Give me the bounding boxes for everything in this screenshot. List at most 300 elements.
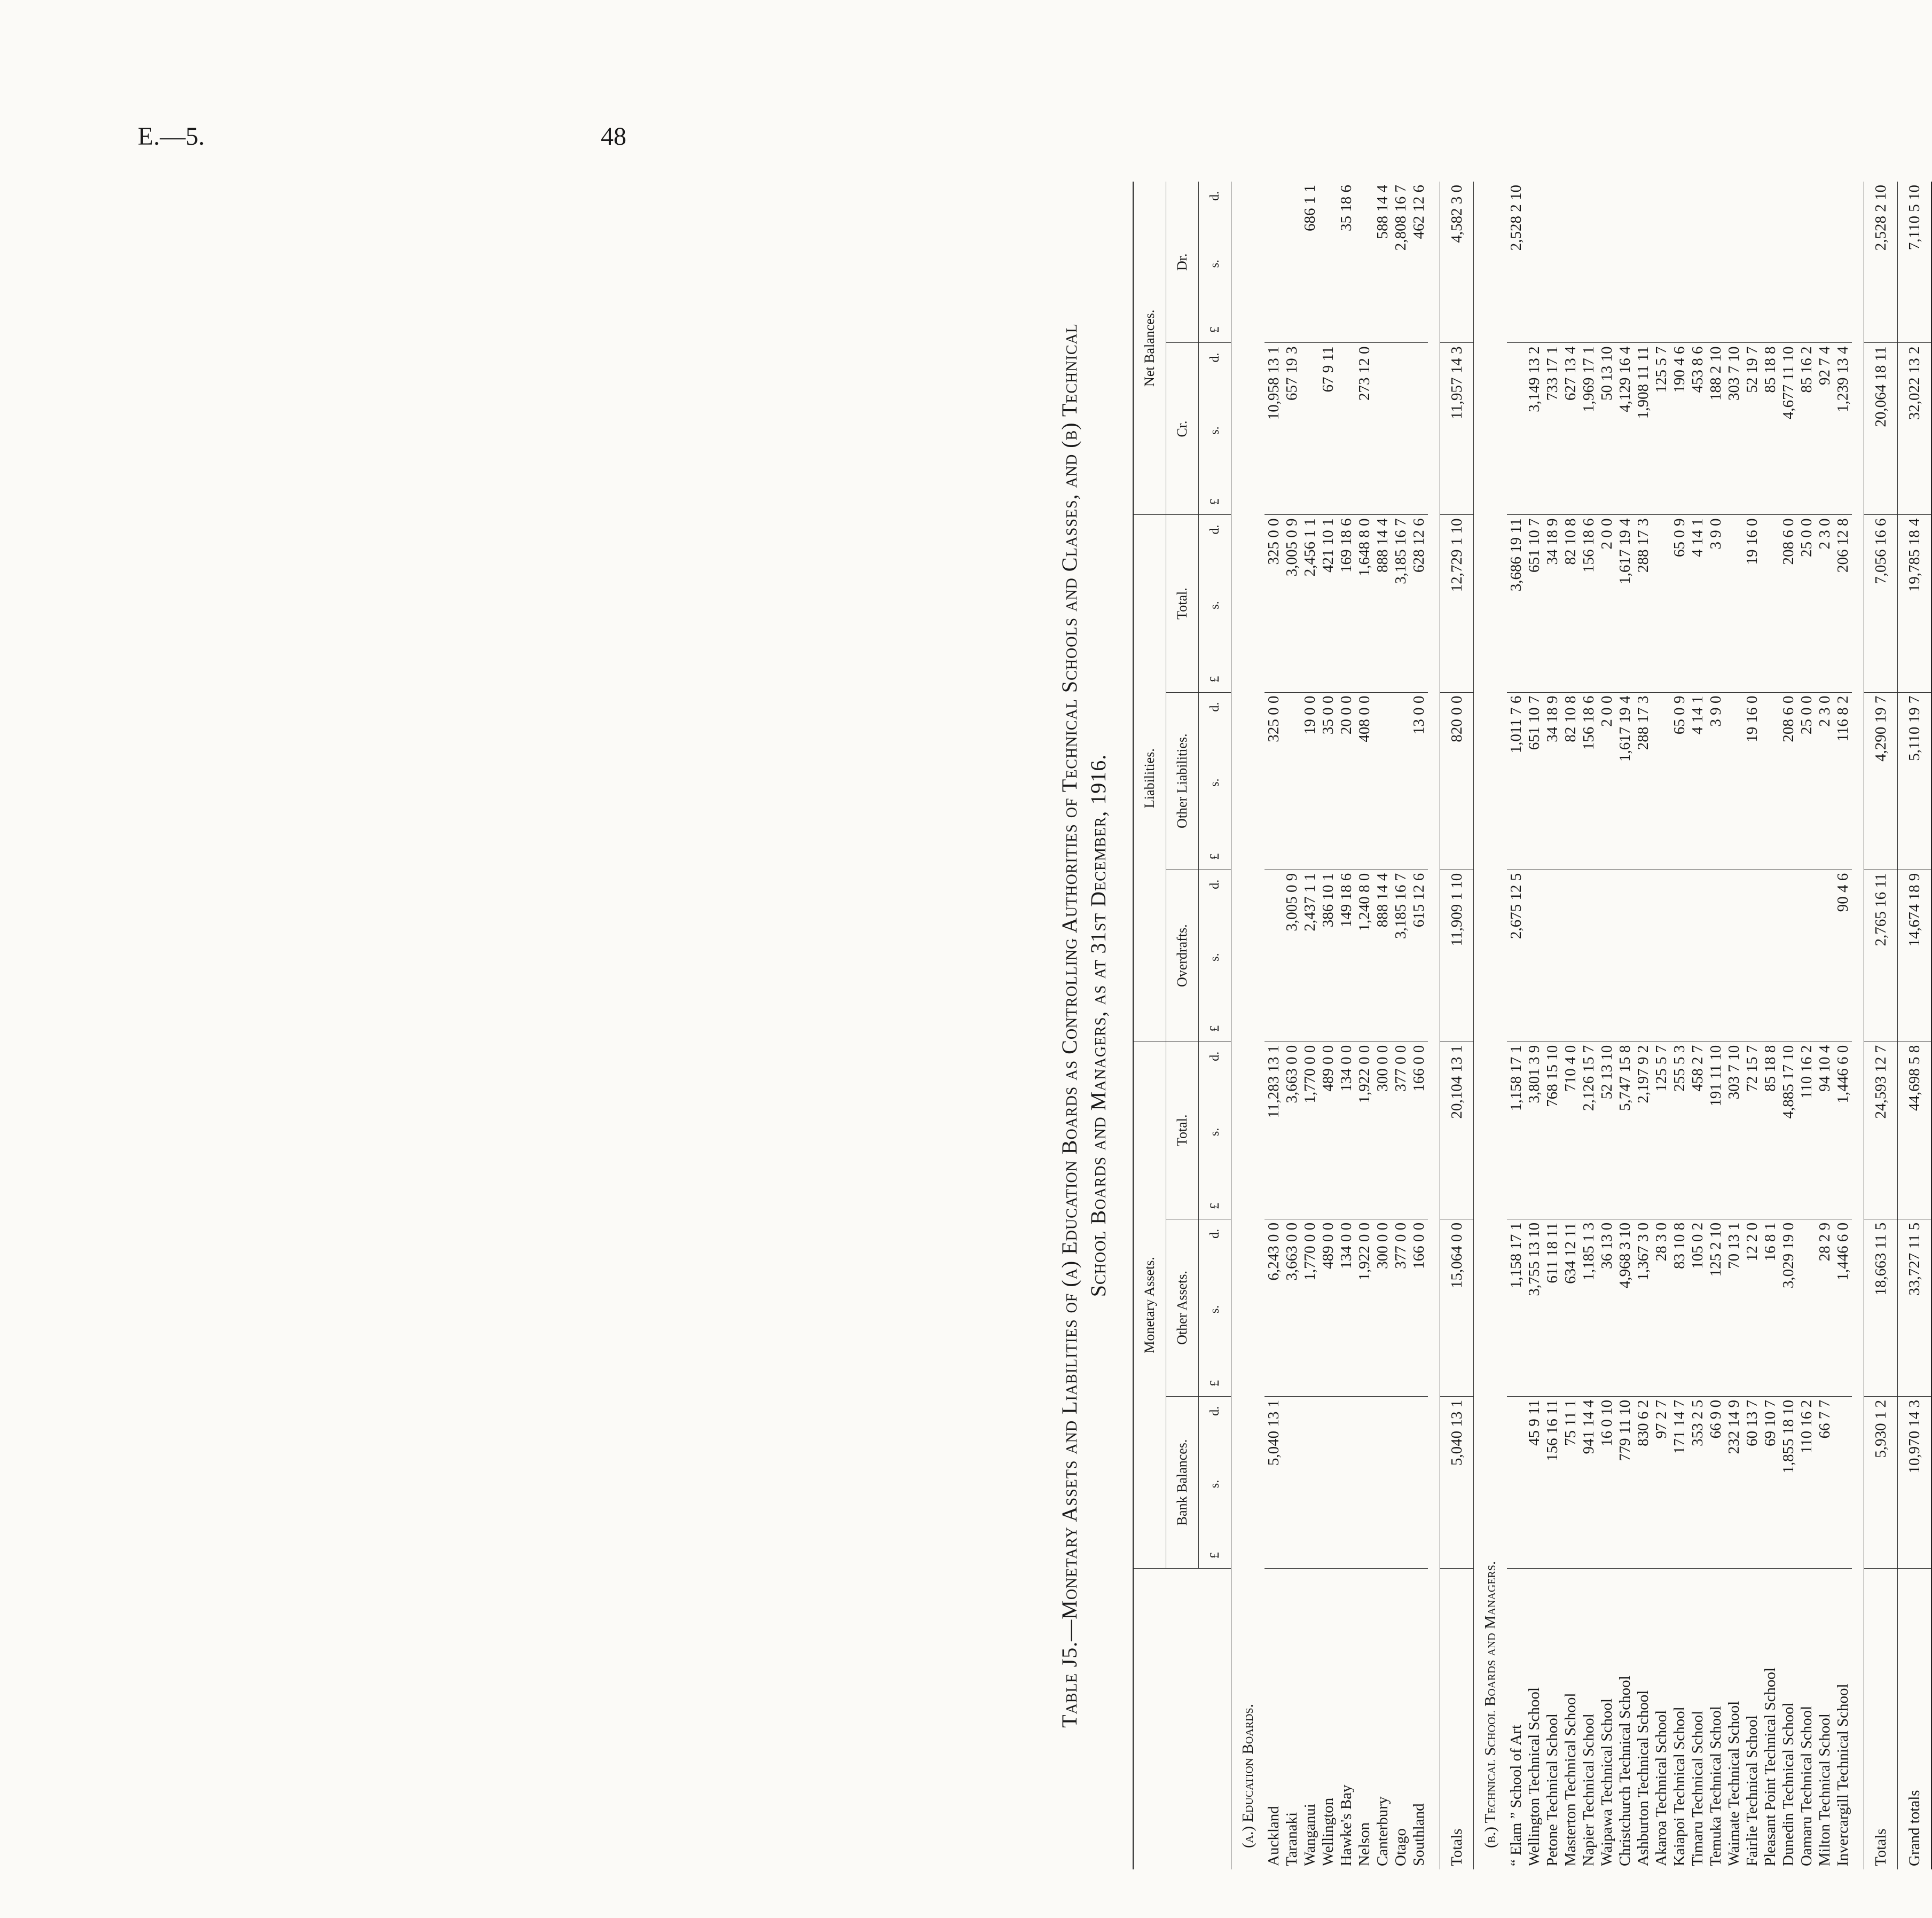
cell-total-assets: 2,197 9 2 (1634, 1042, 1652, 1219)
cell-other-assets (1797, 1219, 1816, 1396)
cell-net-debit (1816, 182, 1834, 343)
currency-units (1199, 692, 1231, 870)
cell-other-liabilities (1283, 692, 1301, 870)
spacer-row (1852, 182, 1864, 1869)
unit-shilling: s. (1207, 1479, 1222, 1489)
cell-bank-balances (1319, 1396, 1337, 1568)
cell-bank-balances: 5,930 1 2 (1864, 1396, 1898, 1568)
cell-total-assets: 303 7 10 (1725, 1042, 1743, 1219)
cell-total-liabilities: 7,056 16 6 (1864, 515, 1898, 692)
cell-other-assets: 1,446 6 0 (1834, 1219, 1852, 1396)
cell-bank-balances (1507, 1396, 1525, 1568)
cell-bank-balances: 830 6 2 (1634, 1396, 1652, 1568)
cell-other-liabilities: 651 10 7 (1525, 692, 1543, 870)
cell-net-credit: 3,149 13 2 (1525, 343, 1543, 515)
currency-units (1199, 1396, 1231, 1568)
caption-line-1: Table J5.—Monetary Assets and Liabilities of (a) Education Boards as Controlling Authorities of Technical Schools and Classes, and (b) Technical (1057, 323, 1081, 1728)
cell-total-liabilities: 208 6 0 (1779, 515, 1797, 692)
page-number: 48 (601, 122, 626, 151)
currency-units (1199, 870, 1231, 1042)
totals-row (1864, 182, 1898, 1869)
cell-other-liabilities (1725, 692, 1743, 870)
section-title: (b.) Technical School Boards and Managers. (1481, 1561, 1499, 1848)
row-label: Napier Technical School (1580, 1713, 1597, 1866)
table-row (1652, 182, 1670, 1869)
cell-other-assets: 3,755 13 10 (1525, 1219, 1543, 1396)
cell-net-debit (1634, 182, 1652, 343)
cell-bank-balances: 232 14 9 (1725, 1396, 1743, 1568)
cell-bank-balances: 5,040 13 1 (1440, 1396, 1474, 1568)
cell-total-assets: 377 0 0 (1392, 1042, 1410, 1219)
table-row (1337, 182, 1355, 1869)
cell-bank-balances (1373, 1396, 1392, 1568)
table-row (1688, 182, 1707, 1869)
cell-overdrafts (1265, 870, 1283, 1042)
row-label: Waipawa Technical School (1598, 1698, 1615, 1866)
cell-net-debit (1598, 182, 1616, 343)
table-row (1355, 182, 1373, 1869)
cell-total-liabilities: 651 10 7 (1525, 515, 1543, 692)
table-row (1616, 182, 1634, 1869)
spacer-cell (1428, 182, 1440, 1869)
currency-units (1199, 1219, 1231, 1396)
cell-net-credit: 92 7 4 (1816, 343, 1834, 515)
cell-other-assets: 83 10 8 (1670, 1219, 1688, 1396)
caption-line-2: School Boards and Managers, as at 31st December, 1916. (1086, 754, 1110, 1297)
cell-overdrafts (1580, 870, 1598, 1042)
cell-other-liabilities (1392, 692, 1410, 870)
currency-units (1199, 1042, 1231, 1219)
cell-other-liabilities (1373, 692, 1392, 870)
cell-overdrafts (1797, 870, 1816, 1042)
cell-other-liabilities: 19 16 0 (1743, 692, 1761, 870)
cell-net-credit: 125 5 7 (1652, 343, 1670, 515)
group-monetary-assets: Monetary Assets. (1133, 1042, 1166, 1568)
cell-net-credit: 453 8 6 (1688, 343, 1707, 515)
cell-bank-balances: 66 7 7 (1816, 1396, 1834, 1568)
cell-total-liabilities: 2,456 1 1 (1301, 515, 1319, 692)
cell-net-debit (1265, 182, 1283, 343)
cell-net-debit (1725, 182, 1743, 343)
cell-other-assets: 125 2 10 (1707, 1219, 1725, 1396)
cell-other-liabilities: 3 9 0 (1707, 692, 1725, 870)
cell-bank-balances: 171 14 7 (1670, 1396, 1688, 1568)
table-row (1580, 182, 1598, 1869)
row-label: Totals (1440, 1568, 1474, 1869)
cell-bank-balances: 45 9 11 (1525, 1396, 1543, 1568)
cell-total-assets: 710 4 0 (1561, 1042, 1580, 1219)
cell-other-assets: 16 8 1 (1761, 1219, 1779, 1396)
cell-total-liabilities: 2 3 0 (1816, 515, 1834, 692)
unit-pound: £ (1207, 676, 1222, 683)
cell-overdrafts: 14,674 18 9 (1898, 870, 1932, 1042)
cell-bank-balances: 75 11 1 (1561, 1396, 1580, 1568)
cell-bank-balances: 779 11 10 (1616, 1396, 1634, 1568)
cell-net-credit: 4,129 16 4 (1616, 343, 1634, 515)
cell-net-debit (1543, 182, 1561, 343)
col-credit: Cr. (1166, 343, 1199, 515)
table-head (1133, 182, 1231, 1869)
unit-shilling: s. (1207, 1128, 1222, 1136)
unit-pound: £ (1207, 1380, 1222, 1387)
cell-net-credit (1301, 343, 1319, 515)
cell-net-debit (1707, 182, 1725, 343)
cell-bank-balances: 66 9 0 (1707, 1396, 1725, 1568)
cell-net-credit: 11,957 14 3 (1440, 343, 1474, 515)
unit-pound: £ (1207, 1025, 1222, 1032)
col-other-liabilities: Other Liabilities. (1166, 692, 1199, 870)
table-row (1834, 182, 1852, 1869)
cell-total-liabilities: 25 0 0 (1797, 515, 1816, 692)
cell-total-assets: 94 10 4 (1816, 1042, 1834, 1219)
cell-total-liabilities: 325 0 0 (1265, 515, 1283, 692)
cell-bank-balances (1392, 1396, 1410, 1568)
cell-net-debit (1797, 182, 1816, 343)
grand-totals-row (1898, 182, 1932, 1869)
cell-bank-balances: 60 13 7 (1743, 1396, 1761, 1568)
cell-overdrafts: 149 18 6 (1337, 870, 1355, 1042)
cell-net-debit (1561, 182, 1580, 343)
cell-total-liabilities: 3,686 19 11 (1507, 515, 1525, 692)
cell-total-liabilities: 288 17 3 (1634, 515, 1652, 692)
cell-total-liabilities: 3 9 0 (1707, 515, 1725, 692)
cell-net-debit: 4,582 3 0 (1440, 182, 1474, 343)
cell-net-debit (1761, 182, 1779, 343)
cell-net-credit: 733 17 1 (1543, 343, 1561, 515)
cell-other-liabilities (1652, 692, 1670, 870)
cell-other-liabilities: 288 17 3 (1634, 692, 1652, 870)
cell-net-debit: 462 12 6 (1410, 182, 1428, 343)
cell-other-assets: 166 0 0 (1410, 1219, 1428, 1396)
cell-other-liabilities: 5,110 19 7 (1898, 692, 1932, 870)
cell-total-liabilities: 65 0 9 (1670, 515, 1688, 692)
cell-overdrafts (1634, 870, 1652, 1042)
cell-overdrafts (1652, 870, 1670, 1042)
unit-pound: £ (1207, 498, 1222, 505)
table-body (1231, 182, 1932, 1869)
cell-other-liabilities: 2 0 0 (1598, 692, 1616, 870)
cell-overdrafts (1688, 870, 1707, 1042)
cell-total-liabilities: 19,785 18 4 (1898, 515, 1932, 692)
row-label: Fairlie Technical School (1743, 1715, 1761, 1866)
cell-other-liabilities (1761, 692, 1779, 870)
cell-net-debit (1525, 182, 1543, 343)
cell-overdrafts (1598, 870, 1616, 1042)
cell-other-liabilities: 20 0 0 (1337, 692, 1355, 870)
cell-bank-balances: 69 10 7 (1761, 1396, 1779, 1568)
col-total-liabilities: Total. (1166, 515, 1199, 692)
table-row (1392, 182, 1410, 1869)
cell-net-credit: 1,239 13 4 (1834, 343, 1852, 515)
cell-total-liabilities: 19 16 0 (1743, 515, 1761, 692)
cell-total-liabilities (1761, 515, 1779, 692)
row-label: “ Elam ” School of Art (1507, 1725, 1525, 1866)
cell-bank-balances: 16 0 10 (1598, 1396, 1616, 1568)
cell-total-liabilities: 169 18 6 (1337, 515, 1355, 692)
cell-total-assets: 255 5 3 (1670, 1042, 1688, 1219)
cell-total-assets: 24,593 12 7 (1864, 1042, 1898, 1219)
cell-net-debit: 2,528 2 10 (1507, 182, 1525, 343)
cell-overdrafts (1561, 870, 1580, 1042)
cell-overdrafts (1525, 870, 1543, 1042)
cell-other-assets: 634 12 11 (1561, 1219, 1580, 1396)
cell-total-assets: 3,801 3 9 (1525, 1042, 1543, 1219)
cell-other-assets: 1,158 17 1 (1507, 1219, 1525, 1396)
cell-bank-balances: 353 2 5 (1688, 1396, 1707, 1568)
cell-overdrafts: 2,437 1 1 (1301, 870, 1319, 1042)
cell-overdrafts: 3,185 16 7 (1392, 870, 1410, 1042)
label-column-head (1133, 1568, 1231, 1869)
cell-overdrafts (1816, 870, 1834, 1042)
unit-shilling: s. (1207, 260, 1222, 268)
row-label: Dunedin Technical School (1779, 1702, 1797, 1866)
table-row (1816, 182, 1834, 1869)
unit-shilling: s. (1207, 778, 1222, 787)
cell-other-assets: 105 0 2 (1688, 1219, 1707, 1396)
table-row (1761, 182, 1779, 1869)
unit-pence: d. (1207, 1051, 1222, 1061)
row-label: Auckland (1265, 1806, 1282, 1866)
cell-total-assets: 11,283 13 1 (1265, 1042, 1283, 1219)
cell-net-credit: 20,064 18 11 (1864, 343, 1898, 515)
cell-other-assets: 134 0 0 (1337, 1219, 1355, 1396)
cell-other-assets: 3,029 19 0 (1779, 1219, 1797, 1396)
unit-pound: £ (1207, 1552, 1222, 1559)
cell-other-liabilities: 65 0 9 (1670, 692, 1688, 870)
cell-net-debit (1616, 182, 1634, 343)
cell-bank-balances (1337, 1396, 1355, 1568)
cell-other-liabilities: 4 14 1 (1688, 692, 1707, 870)
cell-bank-balances (1301, 1396, 1319, 1568)
cell-bank-balances: 5,040 13 1 (1265, 1396, 1283, 1568)
cell-total-liabilities: 888 14 4 (1373, 515, 1392, 692)
cell-other-assets: 377 0 0 (1392, 1219, 1410, 1396)
cell-other-liabilities: 25 0 0 (1797, 692, 1816, 870)
unit-pound: £ (1207, 1202, 1222, 1209)
table-row (1598, 182, 1616, 1869)
row-label: Nelson (1355, 1822, 1373, 1866)
col-bank-balances: Bank Balances. (1166, 1396, 1199, 1568)
cell-other-assets: 3,663 0 0 (1283, 1219, 1301, 1396)
row-label: Wanganui (1301, 1804, 1318, 1866)
cell-other-assets: 300 0 0 (1373, 1219, 1392, 1396)
cell-overdrafts (1707, 870, 1725, 1042)
cell-other-assets: 28 2 9 (1816, 1219, 1834, 1396)
table-row (1797, 182, 1816, 1869)
row-label: Taranaki (1283, 1812, 1300, 1866)
unit-pence: d. (1207, 353, 1222, 363)
cell-other-assets: 1,922 0 0 (1355, 1219, 1373, 1396)
table-row (1707, 182, 1725, 1869)
cell-other-liabilities: 116 8 2 (1834, 692, 1852, 870)
cell-net-debit (1580, 182, 1598, 343)
cell-net-credit: 188 2 10 (1707, 343, 1725, 515)
cell-total-liabilities: 12,729 1 10 (1440, 515, 1474, 692)
cell-total-assets: 44,698 5 8 (1898, 1042, 1932, 1219)
cell-net-credit: 52 19 7 (1743, 343, 1761, 515)
cell-other-assets: 6,243 0 0 (1265, 1219, 1283, 1396)
table-row (1373, 182, 1392, 1869)
rotated-table-region (1050, 182, 1923, 1869)
cell-other-liabilities: 2 3 0 (1816, 692, 1834, 870)
cell-total-assets: 20,104 13 1 (1440, 1042, 1474, 1219)
cell-overdrafts (1725, 870, 1743, 1042)
cell-net-debit: 2,528 2 10 (1864, 182, 1898, 343)
cell-net-credit: 1,908 11 11 (1634, 343, 1652, 515)
cell-net-credit: 273 12 0 (1355, 343, 1373, 515)
unit-pence: d. (1207, 702, 1222, 712)
cell-bank-balances (1283, 1396, 1301, 1568)
cell-other-assets: 33,727 11 5 (1898, 1219, 1932, 1396)
cell-other-liabilities: 13 0 0 (1410, 692, 1428, 870)
cell-net-debit (1688, 182, 1707, 343)
cell-net-credit: 32,022 13 2 (1898, 343, 1932, 515)
cell-total-liabilities: 156 18 6 (1580, 515, 1598, 692)
cell-other-assets: 611 18 11 (1543, 1219, 1561, 1396)
cell-net-debit: 35 18 6 (1337, 182, 1355, 343)
cell-overdrafts: 2,675 12 5 (1507, 870, 1525, 1042)
cell-other-assets: 70 13 1 (1725, 1219, 1743, 1396)
section-title: (a.) Education Boards. (1239, 1704, 1256, 1848)
cell-total-liabilities: 3,005 0 9 (1283, 515, 1301, 692)
cell-other-liabilities: 34 18 9 (1543, 692, 1561, 870)
cell-net-debit (1652, 182, 1670, 343)
row-label: Pleasant Point Technical School (1761, 1668, 1779, 1866)
cell-other-assets: 4,968 3 10 (1616, 1219, 1634, 1396)
unit-shilling: s. (1207, 601, 1222, 609)
cell-other-liabilities: 208 6 0 (1779, 692, 1797, 870)
table-row (1634, 182, 1652, 1869)
cell-net-debit (1319, 182, 1337, 343)
cell-total-assets: 768 15 10 (1543, 1042, 1561, 1219)
cell-total-assets: 134 0 0 (1337, 1042, 1355, 1219)
cell-other-assets: 1,367 3 0 (1634, 1219, 1652, 1396)
cell-overdrafts: 615 12 6 (1410, 870, 1428, 1042)
cell-total-liabilities (1652, 515, 1670, 692)
cell-net-credit: 67 9 11 (1319, 343, 1337, 515)
cell-other-assets: 1,185 1 3 (1580, 1219, 1598, 1396)
cell-other-liabilities: 19 0 0 (1301, 692, 1319, 870)
cell-total-assets: 72 15 7 (1743, 1042, 1761, 1219)
cell-total-assets: 1,446 6 0 (1834, 1042, 1852, 1219)
row-label: Ashburton Technical School (1634, 1690, 1652, 1866)
cell-net-credit: 4,677 11 10 (1779, 343, 1797, 515)
row-label: Totals (1864, 1568, 1898, 1869)
cell-other-liabilities: 408 0 0 (1355, 692, 1373, 870)
cell-other-liabilities: 82 10 8 (1561, 692, 1580, 870)
cell-total-liabilities: 206 12 8 (1834, 515, 1852, 692)
row-label: Canterbury (1373, 1796, 1391, 1866)
cell-other-liabilities: 1,617 19 4 (1616, 692, 1634, 870)
cell-net-credit (1507, 343, 1525, 515)
cell-net-credit: 1,969 17 1 (1580, 343, 1598, 515)
cell-overdrafts: 11,909 1 10 (1440, 870, 1474, 1042)
cell-other-assets: 489 0 0 (1319, 1219, 1337, 1396)
cell-net-credit: 190 4 6 (1670, 343, 1688, 515)
section-heading-row (1231, 182, 1265, 1869)
cell-other-assets: 28 3 0 (1652, 1219, 1670, 1396)
table-row (1265, 182, 1283, 1869)
cell-net-debit (1355, 182, 1373, 343)
cell-overdrafts: 888 14 4 (1373, 870, 1392, 1042)
row-label: Waimate Technical School (1725, 1701, 1742, 1866)
row-label: Masterton Technical School (1561, 1693, 1579, 1866)
unit-pence: d. (1207, 191, 1222, 201)
table-row (1301, 182, 1319, 1869)
cell-total-liabilities: 421 10 1 (1319, 515, 1337, 692)
cell-net-credit: 303 7 10 (1725, 343, 1743, 515)
row-label: Akaroa Technical School (1652, 1710, 1670, 1866)
cell-bank-balances: 156 16 11 (1543, 1396, 1561, 1568)
unit-pence: d. (1207, 524, 1222, 535)
cell-total-assets: 489 0 0 (1319, 1042, 1337, 1219)
cell-net-credit: 10,958 13 1 (1265, 343, 1283, 515)
table-row (1779, 182, 1797, 1869)
cell-net-credit: 627 13 4 (1561, 343, 1580, 515)
cell-net-credit (1392, 343, 1410, 515)
cell-net-credit: 85 18 8 (1761, 343, 1779, 515)
group-liabilities: Liabilities. (1133, 515, 1166, 1042)
cell-total-liabilities: 1,648 8 0 (1355, 515, 1373, 692)
cell-net-credit (1337, 343, 1355, 515)
cell-total-liabilities: 82 10 8 (1561, 515, 1580, 692)
cell-bank-balances: 110 16 2 (1797, 1396, 1816, 1568)
section-heading-row (1474, 182, 1507, 1869)
table-row (1743, 182, 1761, 1869)
cell-bank-balances (1834, 1396, 1852, 1568)
cell-other-liabilities: 35 0 0 (1319, 692, 1337, 870)
cell-overdrafts: 1,240 8 0 (1355, 870, 1373, 1042)
document-code: E.—5. (138, 122, 205, 151)
cell-total-liabilities: 4 14 1 (1688, 515, 1707, 692)
cell-total-assets: 300 0 0 (1373, 1042, 1392, 1219)
cell-overdrafts (1779, 870, 1797, 1042)
cell-total-assets: 166 0 0 (1410, 1042, 1428, 1219)
cell-total-assets: 2,126 15 7 (1580, 1042, 1598, 1219)
row-label: Christchurch Technical School (1616, 1676, 1633, 1866)
cell-net-credit: 85 16 2 (1797, 343, 1816, 515)
cell-overdrafts (1670, 870, 1688, 1042)
cell-net-debit (1670, 182, 1688, 343)
cell-net-debit (1283, 182, 1301, 343)
cell-overdrafts (1743, 870, 1761, 1042)
unit-shilling: s. (1207, 953, 1222, 961)
cell-net-debit (1743, 182, 1761, 343)
spacer-cell (1852, 182, 1864, 1869)
table-caption (1055, 182, 1113, 1869)
row-label: Temuka Technical School (1707, 1706, 1724, 1866)
cell-other-assets: 1,770 0 0 (1301, 1219, 1319, 1396)
cell-total-assets: 52 13 10 (1598, 1042, 1616, 1219)
cell-net-debit: 7,110 5 10 (1898, 182, 1932, 343)
cell-net-debit: 686 1 1 (1301, 182, 1319, 343)
cell-total-liabilities: 1,617 19 4 (1616, 515, 1634, 692)
col-other-assets: Other Assets. (1166, 1219, 1199, 1396)
cell-other-assets: 12 2 0 (1743, 1219, 1761, 1396)
col-total-assets: Total. (1166, 1042, 1199, 1219)
unit-shilling: s. (1207, 426, 1222, 435)
cell-total-assets: 3,663 0 0 (1283, 1042, 1301, 1219)
currency-units (1199, 515, 1231, 692)
unit-pence: d. (1207, 1228, 1222, 1239)
row-label: Wellington Technical School (1525, 1687, 1543, 1866)
cell-net-credit: 657 19 3 (1283, 343, 1301, 515)
row-label: Timaru Technical School (1688, 1710, 1706, 1866)
cell-other-assets: 36 13 0 (1598, 1219, 1616, 1396)
table-row (1561, 182, 1580, 1869)
currency-units (1199, 182, 1231, 343)
col-overdrafts: Overdrafts. (1166, 870, 1199, 1042)
